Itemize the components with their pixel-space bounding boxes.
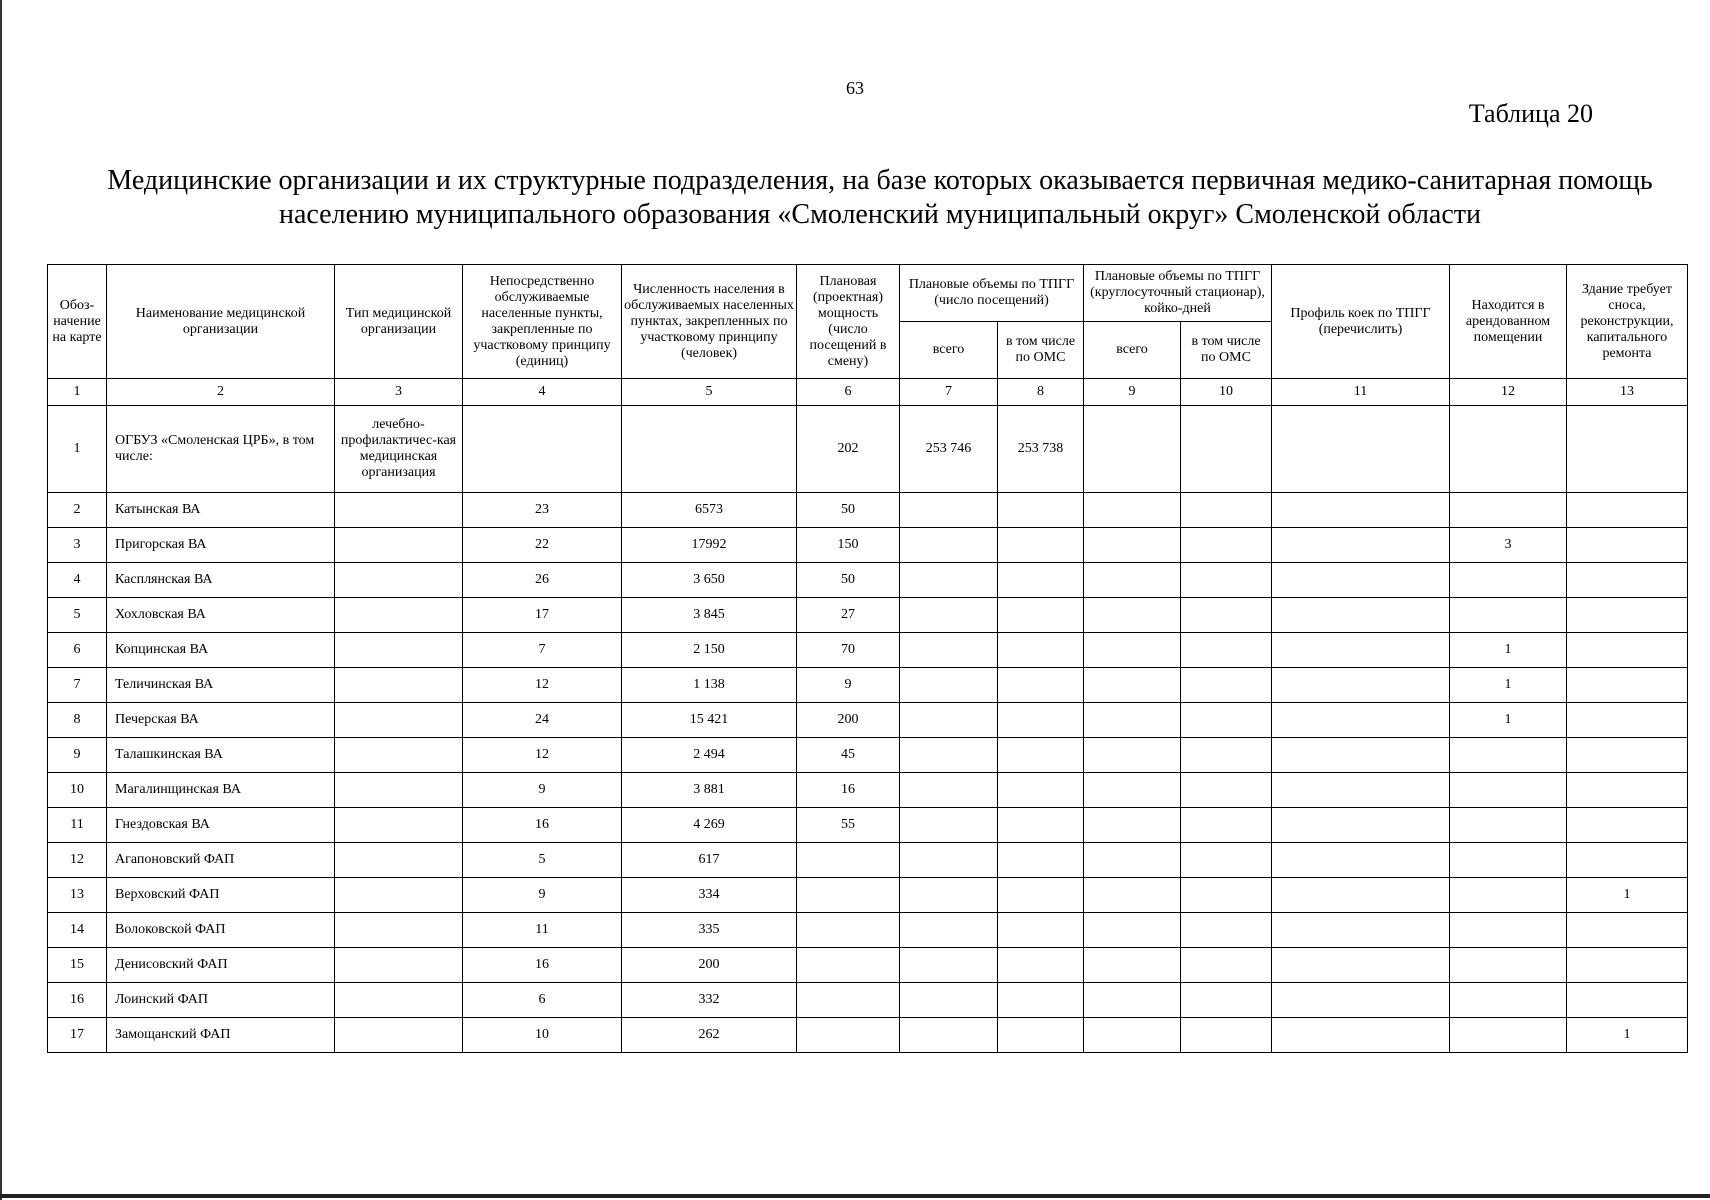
header-population: Численность населения в обслуживаемых населенных пунктах, закрепленных по участковому принципу (человек) (622, 265, 797, 379)
table-row (48, 948, 1688, 983)
table-cell: 50 (797, 563, 900, 598)
table-cell: 335 (622, 913, 797, 948)
table-cell (1084, 843, 1181, 878)
table-cell: 11 (463, 913, 622, 948)
header-visits-oms: в том числе по ОМС (998, 322, 1084, 379)
table-cell (1084, 878, 1181, 913)
column-number: 11 (1272, 379, 1450, 406)
table-cell (1567, 563, 1688, 598)
table-cell (1567, 913, 1688, 948)
table-cell (1450, 843, 1567, 878)
table-cell (1567, 948, 1688, 983)
table-cell (1181, 406, 1272, 493)
table-row (48, 1018, 1688, 1053)
table-cell: 6 (463, 983, 622, 1018)
table-cell (1567, 668, 1688, 703)
table-cell: лечебно-профилактичес-кая медицинская организация (335, 406, 463, 493)
table-cell: 202 (797, 406, 900, 493)
table-cell: 253 746 (900, 406, 998, 493)
table-cell: 334 (622, 878, 797, 913)
table-cell (1181, 913, 1272, 948)
table-cell: 2 (48, 493, 107, 528)
table-cell: 1 (1450, 633, 1567, 668)
table-cell (1272, 493, 1450, 528)
table-cell: 200 (622, 948, 797, 983)
table-cell (998, 948, 1084, 983)
table-cell (1272, 983, 1450, 1018)
table-cell: 16 (48, 983, 107, 1018)
table-cell: 17 (463, 598, 622, 633)
table-cell (900, 948, 998, 983)
table-row (48, 983, 1688, 1018)
table-cell (335, 843, 463, 878)
scan-edge-left (0, 0, 2, 1200)
table-cell: 16 (797, 773, 900, 808)
table-cell: Денисовский ФАП (107, 948, 335, 983)
table-cell (1272, 528, 1450, 563)
table-cell (1567, 528, 1688, 563)
table-cell (335, 948, 463, 983)
table-cell: 27 (797, 598, 900, 633)
table-row (48, 843, 1688, 878)
table-cell: 11 (48, 808, 107, 843)
column-number: 3 (335, 379, 463, 406)
table-cell: 3 881 (622, 773, 797, 808)
table-row (48, 406, 1688, 493)
table-cell (1084, 406, 1181, 493)
table-cell (900, 598, 998, 633)
table-cell: 200 (797, 703, 900, 738)
table-cell (998, 878, 1084, 913)
table-cell: Гнездовская ВА (107, 808, 335, 843)
table-cell (998, 1018, 1084, 1053)
table-cell: Волоковской ФАП (107, 913, 335, 948)
table-cell (1181, 878, 1272, 913)
table-cell (797, 1018, 900, 1053)
header-bed-days-group: Плановые объемы по ТПГГ (круглосуточный стационар), койко-дней (1084, 265, 1272, 322)
table-cell: 17 (48, 1018, 107, 1053)
table-cell (1272, 878, 1450, 913)
table-row (48, 738, 1688, 773)
table-cell: 1 (1567, 878, 1688, 913)
table-cell (998, 703, 1084, 738)
table-cell (900, 1018, 998, 1053)
table-cell (335, 808, 463, 843)
table-cell (1450, 913, 1567, 948)
table-cell (1450, 808, 1567, 843)
table-cell: 26 (463, 563, 622, 598)
table-cell (900, 633, 998, 668)
column-number-row (48, 379, 1688, 406)
table-cell: 5 (463, 843, 622, 878)
table-cell (1272, 1018, 1450, 1053)
table-cell: 1 (48, 406, 107, 493)
header-org-type: Тип медицинской организации (335, 265, 463, 379)
column-number: 12 (1450, 379, 1567, 406)
table-cell (1181, 1018, 1272, 1053)
header-row-1 (48, 265, 1688, 322)
table-cell: 3 650 (622, 563, 797, 598)
table-cell (1272, 843, 1450, 878)
table-cell (1567, 983, 1688, 1018)
table-cell: Магалинщинская ВА (107, 773, 335, 808)
table-cell (1450, 598, 1567, 633)
table-cell (1272, 563, 1450, 598)
table-row (48, 773, 1688, 808)
table-cell (1181, 773, 1272, 808)
document-title (40, 164, 1710, 232)
table-cell (900, 528, 998, 563)
table-cell (335, 878, 463, 913)
table-cell (1450, 983, 1567, 1018)
table-cell (1272, 668, 1450, 703)
table-cell (622, 406, 797, 493)
table-cell (797, 843, 900, 878)
table-cell (1181, 598, 1272, 633)
table-cell: 12 (463, 668, 622, 703)
table-cell (1567, 493, 1688, 528)
table-label: Таблица 20 (1468, 99, 1593, 128)
table-cell (1181, 703, 1272, 738)
table-cell (900, 773, 998, 808)
column-number: 8 (998, 379, 1084, 406)
table-row (48, 598, 1688, 633)
table-cell (1567, 773, 1688, 808)
table-cell (998, 563, 1084, 598)
table-cell (1181, 948, 1272, 983)
table-row (48, 493, 1688, 528)
table-cell: 23 (463, 493, 622, 528)
table-cell (1181, 563, 1272, 598)
table-cell (1084, 913, 1181, 948)
table-cell (1181, 808, 1272, 843)
table-cell (998, 773, 1084, 808)
table-cell (1181, 738, 1272, 773)
table-cell: Верховский ФАП (107, 878, 335, 913)
table-cell (335, 1018, 463, 1053)
table-cell: 262 (622, 1018, 797, 1053)
table-cell (335, 528, 463, 563)
table-cell (335, 738, 463, 773)
table-cell (335, 773, 463, 808)
table-cell: 253 738 (998, 406, 1084, 493)
table-cell (1272, 948, 1450, 983)
table-cell: 12 (463, 738, 622, 773)
table-cell (797, 878, 900, 913)
table-cell: 22 (463, 528, 622, 563)
column-number: 6 (797, 379, 900, 406)
table-cell (900, 808, 998, 843)
table-cell (335, 598, 463, 633)
scan-edge-bottom (0, 1194, 1710, 1198)
table-cell (900, 493, 998, 528)
table-cell (1450, 948, 1567, 983)
table-cell: 2 494 (622, 738, 797, 773)
table-cell: 9 (797, 668, 900, 703)
header-visits-group: Плановые объемы по ТПГГ (число посещений) (900, 265, 1084, 322)
table-cell: Пригорская ВА (107, 528, 335, 563)
table-cell: 150 (797, 528, 900, 563)
table-cell (1084, 738, 1181, 773)
table-cell: 7 (463, 633, 622, 668)
table-cell (335, 703, 463, 738)
table-cell (1450, 406, 1567, 493)
table-cell: Теличинская ВА (107, 668, 335, 703)
table-cell (797, 913, 900, 948)
table-cell (998, 668, 1084, 703)
table-cell: 13 (48, 878, 107, 913)
table-cell: 1 138 (622, 668, 797, 703)
table-cell: 1 (1567, 1018, 1688, 1053)
header-visits-total: всего (900, 322, 998, 379)
table-cell (1272, 703, 1450, 738)
table-row (48, 808, 1688, 843)
table-cell: 7 (48, 668, 107, 703)
table-row (48, 668, 1688, 703)
table-cell: 17992 (622, 528, 797, 563)
table-cell: 5 (48, 598, 107, 633)
table-cell (1450, 563, 1567, 598)
table-cell (1450, 738, 1567, 773)
column-number: 4 (463, 379, 622, 406)
table-body (48, 406, 1688, 1053)
table-cell (1084, 493, 1181, 528)
table-cell (463, 406, 622, 493)
header-rented: Находится в арендованном помещении (1450, 265, 1567, 379)
column-number: 7 (900, 379, 998, 406)
table-cell (1567, 633, 1688, 668)
header-bed-days-total: всего (1084, 322, 1181, 379)
table-cell: 10 (48, 773, 107, 808)
table-cell: ОГБУЗ «Смоленская ЦРБ», в том числе: (107, 406, 335, 493)
table-cell (900, 843, 998, 878)
header-repair: Здание требует сноса, реконструкции, капитального ремонта (1567, 265, 1688, 379)
table-cell (1084, 808, 1181, 843)
table-cell: 15 (48, 948, 107, 983)
column-number: 5 (622, 379, 797, 406)
table-cell (1450, 493, 1567, 528)
table-cell (1181, 528, 1272, 563)
table-cell: 12 (48, 843, 107, 878)
table-cell (1272, 808, 1450, 843)
table-cell: 9 (463, 773, 622, 808)
table-cell: 9 (463, 878, 622, 913)
table-cell: 16 (463, 948, 622, 983)
table-cell (1084, 983, 1181, 1018)
column-number: 1 (48, 379, 107, 406)
table-cell (797, 948, 900, 983)
table-cell: Лоинский ФАП (107, 983, 335, 1018)
table-cell: 1 (1450, 703, 1567, 738)
header-bed-profile: Профиль коек по ТПГГ (перечислить) (1272, 265, 1450, 379)
table-cell (1084, 703, 1181, 738)
table-cell (335, 913, 463, 948)
table-cell: 10 (463, 1018, 622, 1053)
table-cell (1450, 878, 1567, 913)
column-number: 13 (1567, 379, 1688, 406)
header-capacity: Плановая (проектная) мощность (число посещений в смену) (797, 265, 900, 379)
table-cell: 14 (48, 913, 107, 948)
table-cell (1084, 563, 1181, 598)
table-cell: 617 (622, 843, 797, 878)
table-cell (1450, 1018, 1567, 1053)
table-cell: 15 421 (622, 703, 797, 738)
table-cell (1567, 843, 1688, 878)
table-cell (900, 703, 998, 738)
table-cell: 6573 (622, 493, 797, 528)
table-cell (1181, 668, 1272, 703)
table-cell (900, 878, 998, 913)
table-cell (900, 668, 998, 703)
table-row (48, 633, 1688, 668)
table-cell: Касплянская ВА (107, 563, 335, 598)
table-cell (1181, 843, 1272, 878)
table-cell (1084, 948, 1181, 983)
table-cell: 8 (48, 703, 107, 738)
table-cell (998, 738, 1084, 773)
table-cell (797, 983, 900, 1018)
title-line-2: населению муниципального образования «Смоленский муниципальный округ» Смоленской области (279, 199, 1481, 230)
table-cell (1084, 668, 1181, 703)
table-cell: Печерская ВА (107, 703, 335, 738)
table-cell: 3 (48, 528, 107, 563)
table-cell (998, 528, 1084, 563)
table-cell: Катынская ВА (107, 493, 335, 528)
table-cell (1272, 406, 1450, 493)
table-cell (1567, 703, 1688, 738)
table-cell (1567, 808, 1688, 843)
table-cell (900, 913, 998, 948)
table-cell (335, 493, 463, 528)
table-cell: 4 (48, 563, 107, 598)
table-cell (1272, 633, 1450, 668)
table-cell: 50 (797, 493, 900, 528)
table-cell (1181, 493, 1272, 528)
column-number: 10 (1181, 379, 1272, 406)
table-cell: 332 (622, 983, 797, 1018)
table-cell: 70 (797, 633, 900, 668)
table-row (48, 878, 1688, 913)
table-cell (335, 633, 463, 668)
table-row (48, 528, 1688, 563)
table-cell (1567, 738, 1688, 773)
table-cell (1084, 633, 1181, 668)
header-designation: Обоз-начение на карте (48, 265, 107, 379)
table-cell (1181, 983, 1272, 1018)
table-cell (1084, 528, 1181, 563)
table-cell (1272, 773, 1450, 808)
table-cell (1181, 633, 1272, 668)
header-settlements: Непосредственно обслуживаемые населенные пункты, закрепленные по участковому принципу (единиц) (463, 265, 622, 379)
table-cell (335, 668, 463, 703)
table-cell (1084, 1018, 1181, 1053)
table-cell (998, 843, 1084, 878)
table-cell: 24 (463, 703, 622, 738)
table-cell (1567, 406, 1688, 493)
table-cell: Талашкинская ВА (107, 738, 335, 773)
table-cell: 9 (48, 738, 107, 773)
table-cell: Копцинская ВА (107, 633, 335, 668)
table-row (48, 563, 1688, 598)
table-row (48, 913, 1688, 948)
table-cell (1084, 598, 1181, 633)
table-cell (998, 913, 1084, 948)
table-cell (1450, 773, 1567, 808)
column-number: 9 (1084, 379, 1181, 406)
table-cell (1272, 738, 1450, 773)
table-cell: 6 (48, 633, 107, 668)
table-cell: 2 150 (622, 633, 797, 668)
table-cell (1084, 773, 1181, 808)
table-cell (1567, 598, 1688, 633)
table-cell (998, 983, 1084, 1018)
title-line-1: Медицинские организации и их структурные подразделения, на базе которых оказывается первичная медико-санитарная помощь (107, 165, 1653, 196)
table-cell (900, 738, 998, 773)
table-cell (335, 983, 463, 1018)
table-cell: Хохловская ВА (107, 598, 335, 633)
table-cell: Агапоновский ФАП (107, 843, 335, 878)
table-cell (900, 983, 998, 1018)
table-cell: 55 (797, 808, 900, 843)
table-cell: 16 (463, 808, 622, 843)
header-org-name: Наименование медицинской организации (107, 265, 335, 379)
table-cell (998, 598, 1084, 633)
table-cell: 1 (1450, 668, 1567, 703)
organizations-table (47, 264, 1688, 1053)
table-cell: 45 (797, 738, 900, 773)
table-row (48, 703, 1688, 738)
table-cell (1272, 598, 1450, 633)
table-cell (900, 563, 998, 598)
table-cell: Замощанский ФАП (107, 1018, 335, 1053)
table-cell (1272, 913, 1450, 948)
column-number: 2 (107, 379, 335, 406)
table-cell (998, 808, 1084, 843)
table-cell (335, 563, 463, 598)
table-cell: 3 (1450, 528, 1567, 563)
page-number: 63 (846, 78, 864, 98)
table-cell: 4 269 (622, 808, 797, 843)
table-cell (998, 493, 1084, 528)
header-bed-days-oms: в том числе по ОМС (1181, 322, 1272, 379)
table-cell: 3 845 (622, 598, 797, 633)
table-cell (998, 633, 1084, 668)
